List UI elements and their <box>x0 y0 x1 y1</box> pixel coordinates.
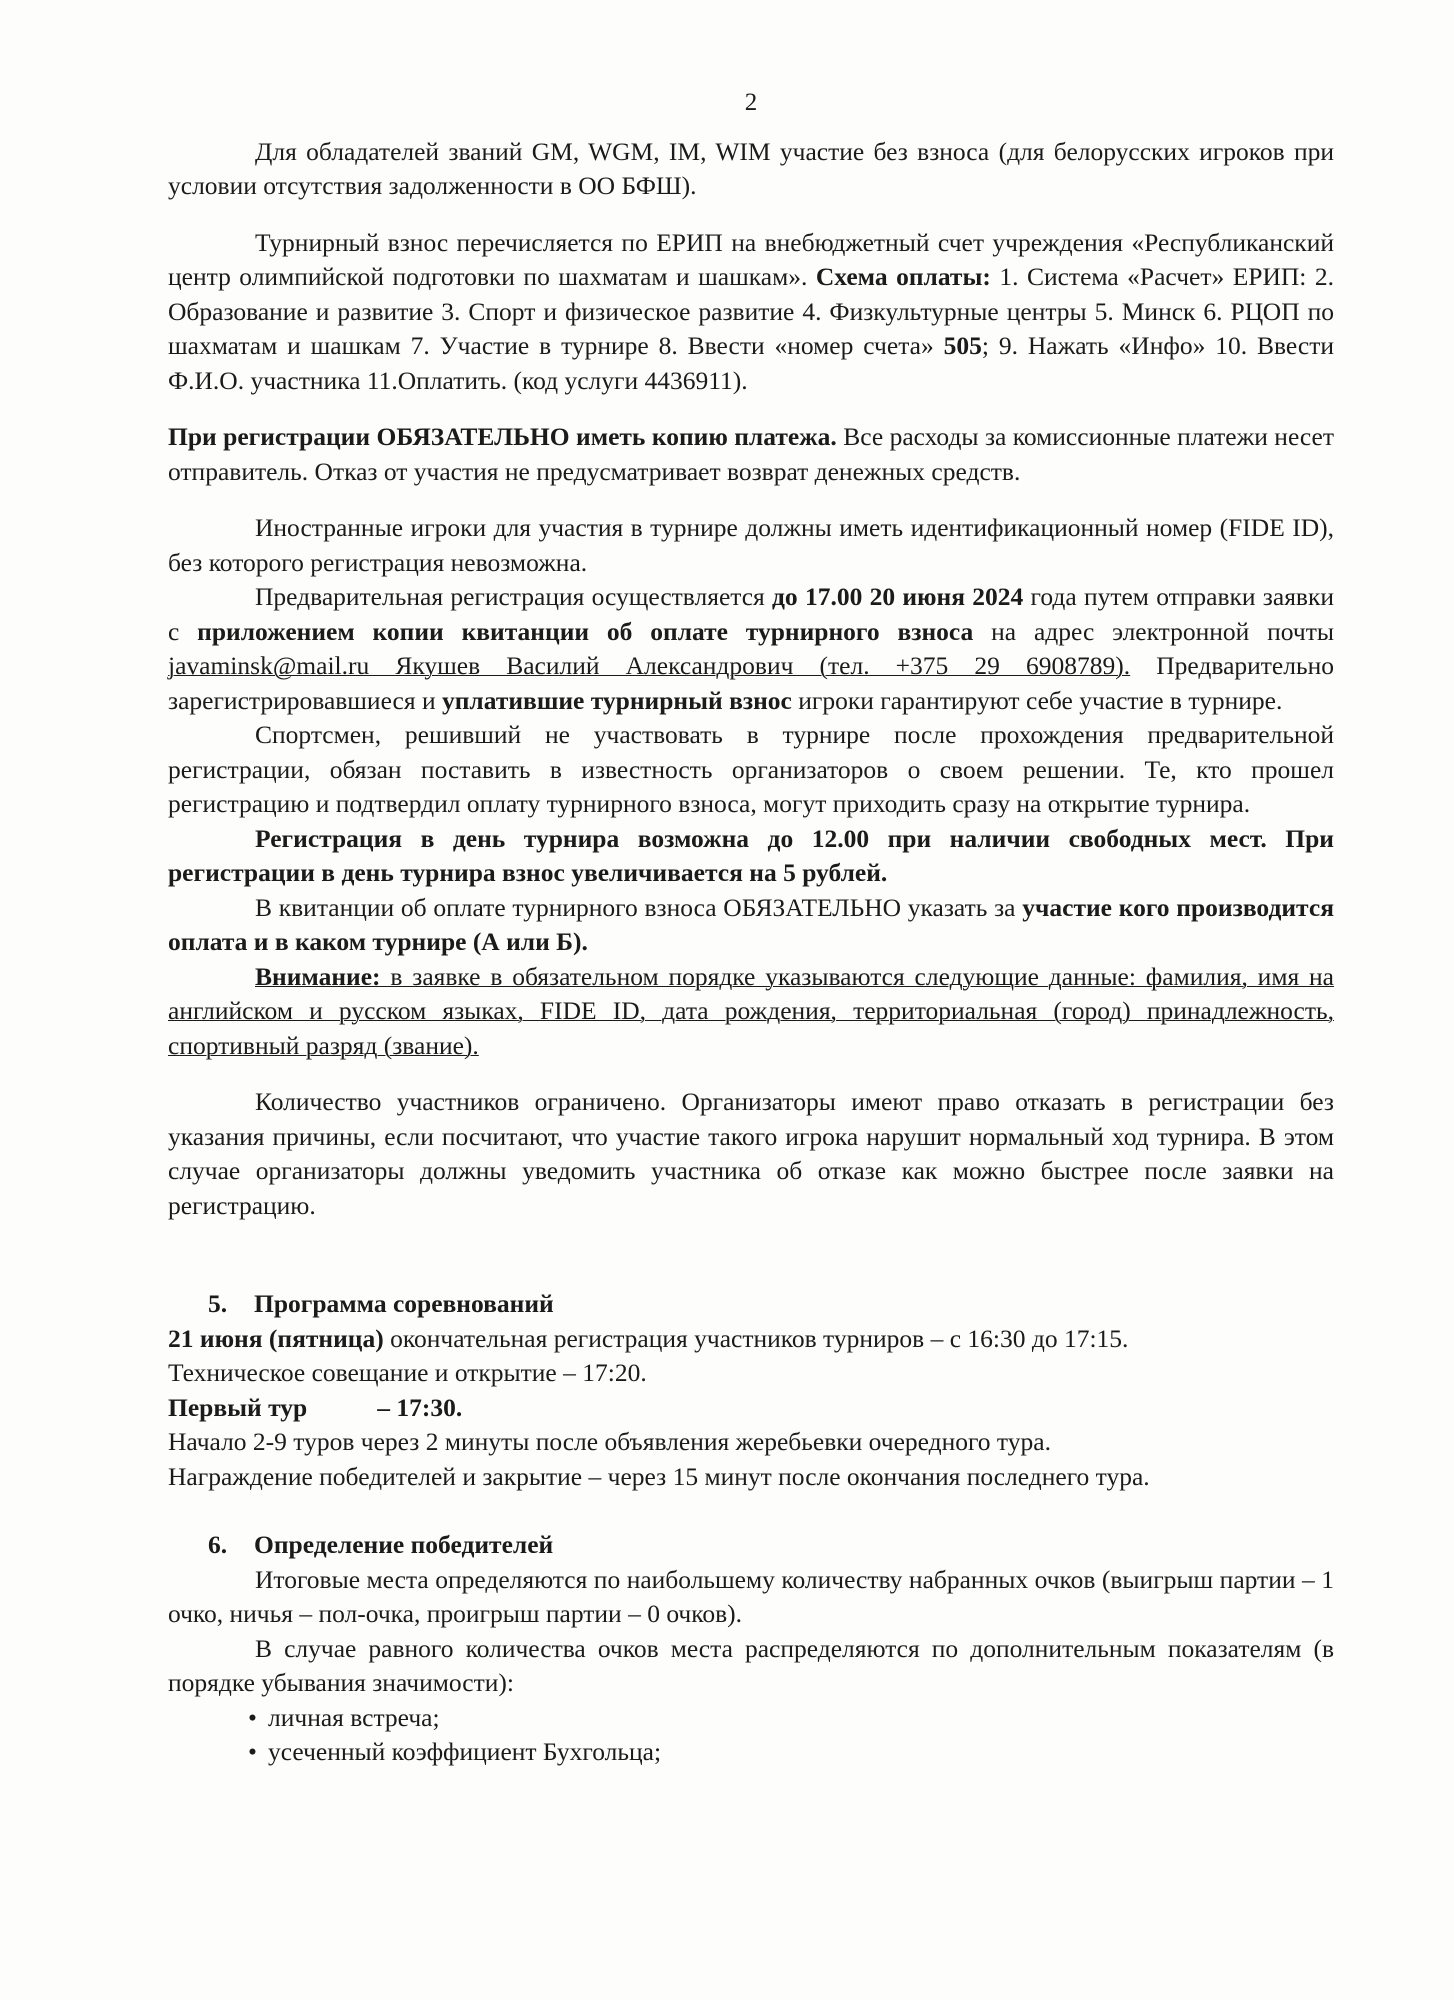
list-item: • усеченный коэффициент Бухгольца; <box>248 1735 1334 1770</box>
list-item: • личная встреча; <box>248 1701 1334 1736</box>
page-number: 2 <box>744 89 758 116</box>
account-number: 505 <box>943 331 982 360</box>
program-line-opening: Техническое совещание и открытие – 17:20. <box>168 1358 647 1387</box>
program-line-first-round: Первый тур – 17:30. <box>168 1392 463 1422</box>
section-6-heading: 6. Определение победителей <box>208 1530 554 1559</box>
payment-scheme-label: Схема оплаты: <box>815 262 991 291</box>
section-6-winners <box>168 1528 1334 1770</box>
winners-paragraph-2: В случае равного количества очков места распределяются по дополнительным показателям (в порядке убывания значимости): <box>168 1633 1334 1697</box>
program-line-registration: 21 июня (пятница) окончательная регистрация участников турниров – с 16:30 до 17:15. <box>168 1323 1129 1353</box>
receipt-paragraph: В квитанции об оплате турнирного взноса ОБЯЗАТЕЛЬНО указать за участие кого производится оплата и в каком турнире (А или Б). <box>168 892 1334 956</box>
participants-limit-paragraph: Количество участников ограничено. Организаторы имеют право отказать в регистрации без указания причины, если посчитают, что участие такого игрока нарушит нормальный ход турнира. В этом случае организаторы должны уведомить участника об отказе как можно быстрее после заявки на регистрацию. <box>168 1087 1334 1220</box>
preregistration-paragraph: Предварительная регистрация осуществляется до 17.00 20 июня 2024 года путем отправки заявки с приложением копии квитанции об оплате турнирного взноса на адрес электронной почты javaminsk@mail.ru Якушев Василий Александрович (тел. +375 29 6908789). Предварительно зарегистрировавшиеся и уплатившие турнирный взнос игроки гарантируют себе участие в турнире. <box>168 582 1335 715</box>
program-line-closing: Награждение победителей и закрытие – через 15 минут после окончания последнего тура. <box>168 1461 1150 1491</box>
attention-paragraph: Внимание: в заявке в обязательном порядке указываются следующие данные: фамилия, имя на английском и русском языках, FIDE ID, дата рождения, территориальная (город) принадлежность, спортивный разряд (звание). <box>168 961 1334 1060</box>
tiebreak-list <box>168 1701 1334 1770</box>
same-day-registration-paragraph: Регистрация в день турнира возможна до 12.00 при наличии свободных мест. При регистрации в день турнира взнос увеличивается на 5 рублей. <box>168 823 1334 887</box>
payment-scheme-paragraph: Турнирный взнос перечисляется по ЕРИП на внебюджетный счет учреждения «Республиканский центр олимпийской подготовки по шахматам и шашкам». Схема оплаты: 1. Система «Расчет» ЕРИП: 2. Образование и развитие 3. Спорт и физическое развитие 4. Физкультурные центры 5. Минск 6. РЦОП по шахматам и шашкам 7. Участие в турнире 8. Ввести «номер счета» 505; 9. Нажать «Инфо» 10. Ввести Ф.И.О. участника 11.Оплатить. (код услуги 4436911). <box>168 227 1334 395</box>
program-line-rounds: Начало 2-9 туров через 2 минуты после объявления жеребьевки очередного тура. <box>168 1427 1051 1456</box>
section-5-heading: 5. Программа соревнований <box>208 1289 554 1318</box>
section-5-program <box>168 1287 1334 1494</box>
foreign-players-paragraph: Иностранные игроки для участия в турнире должны иметь идентификационный номер (FIDE ID), без которого регистрация невозможна. <box>168 513 1334 577</box>
payment-copy-paragraph: При регистрации ОБЯЗАТЕЛЬНО иметь копию платежа. Все расходы за комиссионные платежи несет отправитель. Отказ от участия не предусматривает возврат денежных средств. <box>168 422 1335 486</box>
attention-label: Внимание: <box>255 961 381 991</box>
winners-paragraph-1: Итоговые места определяются по наибольшему количеству набранных очков (выигрыш партии – 1 очко, ничья – пол-очка, проигрыш партии – 0 очков). <box>168 1564 1334 1628</box>
contact-email-link[interactable]: javaminsk@mail.ru Якушев Василий Александрович (тел. +375 29 6908789). <box>168 651 1131 680</box>
titles-exemption-paragraph: Для обладателей званий GM, WGM, IM, WIM участие без взноса (для белорусских игроков при условии отсутствия задолженности в ОО БФШ). <box>168 136 1334 200</box>
withdrawal-paragraph: Спортсмен, решивший не участвовать в турнире после прохождения предварительной регистрации, обязан поставить в известность организаторов о своем решении. Те, кто прошел регистрацию и подтвердил оплату турнирного взноса, могут приходить сразу на открытие турнира. <box>168 720 1334 818</box>
registration-deadline: до 17.00 20 июня 2024 <box>772 582 1024 611</box>
